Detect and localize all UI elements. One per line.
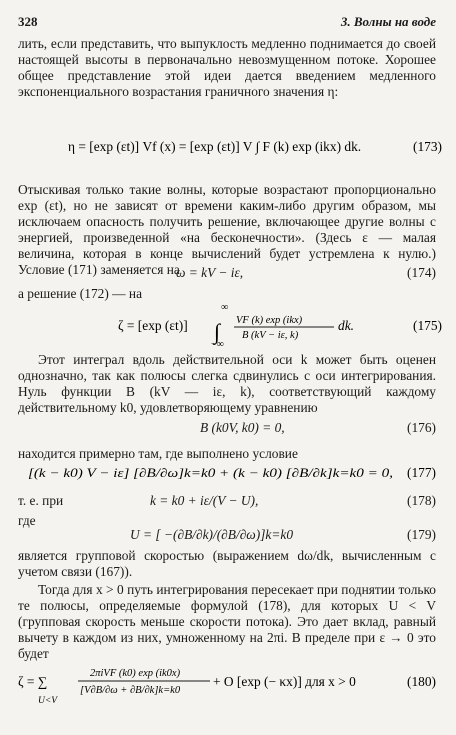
paragraph-4: Этот интеграл вдоль действительной оси k может быть оценен однозначно, так как полюсы слегка сдвинулись с оси интегрирования. Нуль функции B (kV — iε, k), соответствующий каждому действительному k0, удовлетворяющему уравнению: [18, 352, 436, 416]
eq179-body: U = [ −(∂B/∂k)/(∂B/∂ω)]k=k0: [130, 527, 294, 542]
eq175-num: VF (k) exp (ikx): [236, 315, 303, 326]
eq175-den: B (kV − iε, k): [242, 330, 299, 341]
equation-179: [18, 527, 436, 545]
eq173-text: η = [exp (εt)] Vf (x) = [exp (εt)] V ∫ F (k) exp (ikx) dk.: [68, 139, 362, 154]
eq177-text: [(k − k0) V − iε] [∂B/∂ω]k=k0 + (k − k0) [∂B/∂k]k=k0 = 0,: [28, 466, 393, 480]
eq174-body: ω = kV − iε,: [176, 265, 244, 280]
eq180-den: [V∂B/∂ω + ∂B/∂k]k=k0: [80, 685, 181, 696]
equation-176: [18, 420, 436, 438]
equation-174: [18, 265, 436, 283]
eq180-tail: + O [exp (− κx)] для x > 0: [213, 674, 356, 689]
eq175-lhs: ζ = [exp (εt)]: [118, 318, 188, 333]
eq175-upper: ∞: [221, 302, 229, 313]
eq180-lhs: ζ = ∑: [18, 674, 48, 689]
eq180-number: (180): [406, 674, 436, 689]
paragraph-9: Тогда для x > 0 путь интегрирования пересекает при поднятии только те полюсы, определяемые формулой (178), для которых U < V (групповая скорость меньше скорости потока). Это дает вклад, равный вычету в каждом из них, умноженному на 2πi. В пределе при ε → 0 это будет: [18, 582, 436, 662]
eq175-number: (175): [413, 318, 443, 333]
eq177-number: (177): [406, 465, 436, 480]
eq176-number: (176): [406, 420, 436, 435]
equation-173-svg: [18, 126, 443, 166]
equation-177: [18, 463, 436, 483]
equation-175: [18, 302, 443, 350]
eq178-body: k = k0 + iε/(V − U),: [150, 493, 259, 508]
page-number: 328: [18, 14, 38, 29]
eq180-num: 2πiVF (k0) exp (ik0x): [90, 668, 181, 679]
eq180-sum-under: U<V: [38, 696, 58, 706]
eq175-integral-icon: ∫: [214, 319, 221, 344]
equation-175-svg: [18, 302, 443, 350]
running-head: 3. Волны на воде: [340, 14, 436, 29]
paragraph-7: где: [18, 513, 36, 528]
eq173-number: (173): [413, 139, 443, 154]
equation-177-svg: [18, 463, 436, 483]
paragraph-5: находится примерно там, где выполнено условие: [18, 446, 298, 461]
eq175-lower: −∞: [211, 339, 224, 350]
eq178-number: (178): [406, 493, 436, 508]
equation-178: [18, 493, 436, 511]
eq176-body: B (k0V, k0) = 0,: [200, 420, 285, 435]
equation-180-svg: [18, 656, 436, 716]
eq175-tail: dk.: [338, 318, 354, 333]
paragraph-1: лить, если представить, что выпуклость медленно поднимается до своей настоящей высоты в первоначально невозмущенном потоке. Хорошее общее представление этой идеи дается введением медленного экспоненциального возрастания граничного значения η:: [18, 36, 436, 100]
paragraph-3: а решение (172) — на: [18, 286, 143, 301]
eq179-number: (179): [406, 527, 436, 542]
equation-173: [18, 126, 443, 166]
eq178-label: т. е. при: [18, 493, 64, 508]
eq174-number: (174): [406, 265, 436, 280]
paragraph-2: Отыскивая только такие волны, которые возрастают пропорционально exp (εt), но не зависят от времени каким-либо другим образом, мы исключаем опасность получить решение, включающее другие волны с энергией, произведенной «на бесконечности». (Здесь ε — малая величина, которая в конце вычислений будет устремлена к нулю.) Условие (171) заменяется на: [18, 182, 436, 278]
equation-180: [18, 656, 436, 716]
paragraph-8: является групповой скоростью (выражением dω/dk, вычисленным с учетом связи (167)).: [18, 548, 436, 580]
